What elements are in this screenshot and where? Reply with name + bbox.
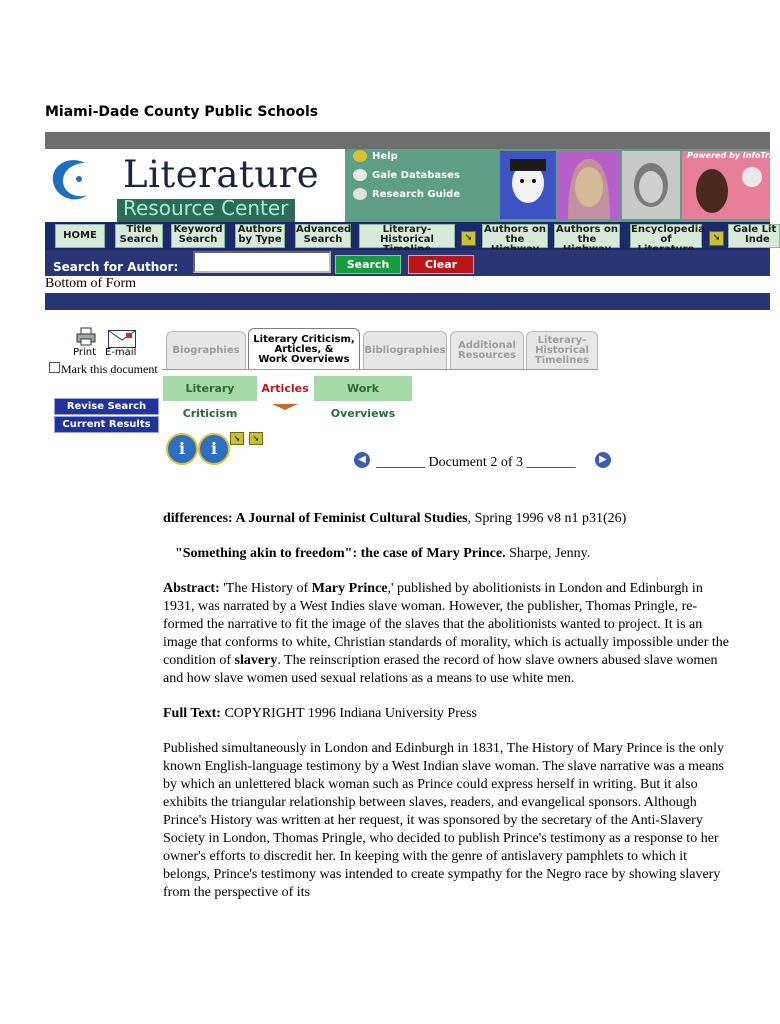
mark-document-label: Mark this document xyxy=(61,362,158,376)
mark-document-checkbox[interactable] xyxy=(49,362,60,373)
portrait-image xyxy=(682,151,770,219)
printer-icon[interactable] xyxy=(76,328,96,346)
tab-biographies[interactable]: Biographies xyxy=(166,331,246,370)
citation-details: , Spring 1996 v8 n1 p31(26) xyxy=(467,511,627,526)
info-icon[interactable]: i xyxy=(166,433,198,465)
nav-authors-by-type[interactable]: Authors by Type xyxy=(235,224,285,248)
search-label: Search for Author: xyxy=(53,260,179,274)
arrow-icon[interactable]: ➘ xyxy=(230,432,244,445)
school-name: Miami-Dade County Public Schools xyxy=(45,104,319,120)
search-button[interactable]: Search xyxy=(335,255,401,274)
magnifier-icon xyxy=(353,188,367,200)
search-bar xyxy=(45,250,770,278)
subtab-articles[interactable]: Articles xyxy=(258,376,312,401)
help-link[interactable]: Help xyxy=(353,150,398,162)
article-author: Sharpe, Jenny. xyxy=(505,546,591,561)
portrait-image xyxy=(558,151,620,219)
portrait-image xyxy=(622,151,680,219)
journal-title: differences: A Journal of Feminist Cultural Studies xyxy=(163,511,468,526)
research-guide-link[interactable]: Research Guide xyxy=(353,188,460,200)
tab-literary-criticism[interactable]: Literary Criticism, Articles, & Work Overviews xyxy=(248,328,360,370)
previous-document-icon[interactable]: ◀ xyxy=(354,452,370,468)
article-title: "Something akin to freedom": the case of Mary Prince. xyxy=(175,546,506,561)
article-heading xyxy=(163,545,733,563)
active-subtab-indicator-icon xyxy=(272,404,298,410)
tab-timelines[interactable]: Literary- Historical Timelines xyxy=(526,331,598,370)
print-label[interactable]: Print xyxy=(73,347,97,358)
gale-databases-link[interactable]: Gale Databases xyxy=(353,169,460,181)
document-navigation xyxy=(354,452,614,472)
abstract: Abstract: 'The History of Mary Prince,' published by abolitionists in London and Edinburgh in 1931, was narrated by a West Indies slave woman. However, the publisher, Thomas Pringle, re-formed the narrative to fit the image of the slaves that the abolitionists wanted to project. It is an image that conforms to white, Christian standards of morality, which is actually impossible under the condition of slavery. The reinscription erased the record of how slave owners abused slave women and how slave women used sexual relations as a means to use white men. xyxy=(163,581,729,686)
clear-form-button[interactable]: Clear xyxy=(408,255,474,274)
arrow-icon[interactable]: ➘ xyxy=(249,432,263,445)
logo-area xyxy=(45,149,345,222)
nav-literary-historical-timeline[interactable]: Literary-Historical xyxy=(359,224,455,248)
body-paragraph: Published simultaneously in London and Edinburgh in 1831, The History of Mary Prince is the only known English-language testimony by a West Indian slave woman. The slave narrative was a means by which an unlettered black woman such as Prince could express herself in writing. But it also exhibits the triangular relationship between slaves, readers, and evangelical sponsors. Although Prince's History was written at her request, it was sponsored by the secretary of the Anti-Slavery Society in London, Thomas Pringle, who decided to publish Prince's testimony as a response to her owner's efforts to discredit her. In keeping with the genre of antislavery pamphlets to which it belongs, Prince's testimony was intended to create sympathy for the Negro race by showing slavery from the perspective of its xyxy=(163,741,724,900)
info-icon[interactable]: i xyxy=(198,433,230,465)
citation xyxy=(163,510,733,528)
bottom-of-form: Bottom of Form xyxy=(45,276,770,293)
current-results-button[interactable]: Current Results xyxy=(54,416,159,433)
tab-bibliographies[interactable]: Bibliographies xyxy=(363,331,447,370)
nav-authors-on-highway[interactable]: Authors on the xyxy=(482,224,548,248)
full-text-copyright: Full Text: COPYRIGHT 1996 Indiana University Press xyxy=(163,706,477,721)
subtab-literary-criticism[interactable]: Literary Criticism xyxy=(163,376,257,401)
tab-underline xyxy=(162,369,597,370)
arrow-icon[interactable]: ➘ xyxy=(709,231,724,246)
gale-logo-icon xyxy=(49,157,91,203)
email-icon[interactable] xyxy=(108,330,136,348)
email-label[interactable]: E-mail xyxy=(105,347,137,358)
powered-by: Powered by InfoTrac xyxy=(687,151,780,160)
author-search-input[interactable] xyxy=(193,251,331,273)
document-count: _______ Document 2 of 3 _______ xyxy=(376,455,576,470)
nav-home[interactable]: HOME xyxy=(55,224,105,248)
portrait-image xyxy=(500,151,556,219)
revise-search-button[interactable]: Revise Search xyxy=(54,398,159,415)
author-portraits xyxy=(500,149,780,222)
article-content xyxy=(163,510,733,919)
help-icon xyxy=(353,150,367,162)
nav-gale-lit-index[interactable]: Gale Lit Inde xyxy=(728,224,780,248)
nav-advanced-search[interactable]: Advanced Search xyxy=(295,224,351,248)
databases-icon xyxy=(353,169,367,181)
nav-encyclopedia[interactable]: Encyclopedia of xyxy=(630,224,702,248)
nav-keyword-search[interactable]: Keyword Search xyxy=(171,224,225,248)
arrow-icon[interactable]: ➘ xyxy=(461,231,476,246)
banner-subtitle: Resource Center xyxy=(123,196,289,220)
next-document-icon[interactable]: ▶ xyxy=(595,452,611,468)
divider-band xyxy=(45,293,770,310)
main-nav xyxy=(45,222,777,250)
nav-title-search[interactable]: Title Search xyxy=(115,224,163,248)
top-bar xyxy=(45,132,770,149)
banner-title: Literature xyxy=(123,153,320,196)
nav-authors-on-highway-2[interactable]: Authors on the xyxy=(554,224,620,248)
subtab-work-overviews[interactable]: Work Overviews xyxy=(314,376,412,401)
tab-additional-resources[interactable]: Additional Resources xyxy=(450,331,524,370)
banner xyxy=(45,149,780,222)
